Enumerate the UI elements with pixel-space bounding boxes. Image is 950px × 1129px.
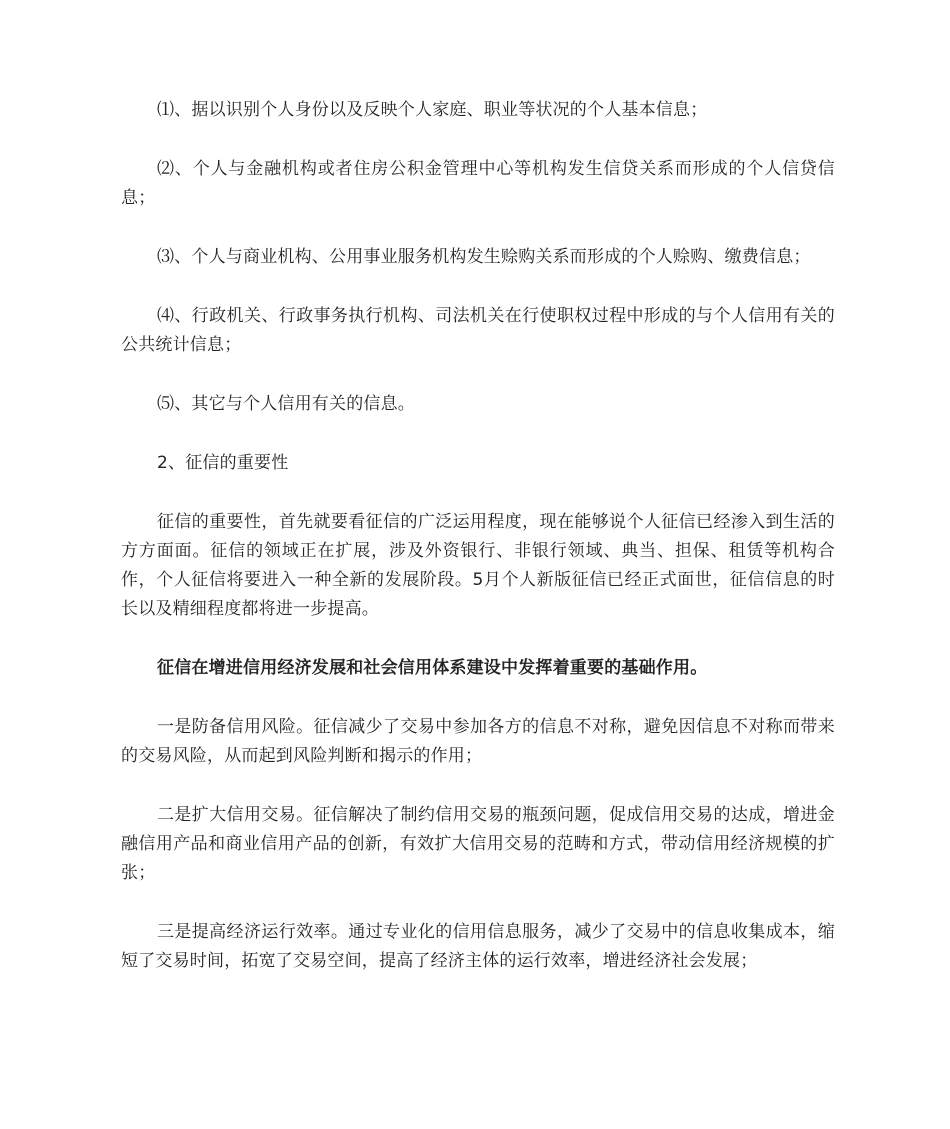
paragraph-key-role-statement: 征信在增进信用经济发展和社会信用体系建设中发挥着重要的基础作用。 — [157, 658, 708, 678]
paragraph-personal-payment-info: ⑶、个人与商业机构、公用事业服务机构发生赊购关系而形成的个人赊购、缴费信息； — [157, 247, 811, 267]
paragraph-point-expand-credit: 二是扩大信用交易。征信解决了制约信用交易的瓶颈问题，促成信用交易的达成，增进金融信用产品和商业信用产品的创新，有效扩大信用交易的范畴和方式，带动信用经济规模的扩张； — [121, 805, 835, 883]
section-heading-importance: 2、征信的重要性 — [157, 453, 289, 473]
paragraph-point-risk-prevention: 一是防备信用风险。征信减少了交易中参加各方的信息不对称，避免因信息不对称而带来的交易风险，从而起到风险判断和揭示的作用； — [121, 717, 835, 766]
paragraph-other-credit-info: ⑸、其它与个人信用有关的信息。 — [157, 394, 415, 414]
paragraph-importance-overview: 征信的重要性，首先就要看征信的广泛运用程度，现在能够说个人征信已经渗入到生活的方方面面。征信的领域正在扩展，涉及外资银行、非银行领域、典当、担保、租赁等机构合作，个人征信将要进入一种全新的发展阶段。5月个人新版征信已经正式面世，征信信息的时长以及精细程度都将进一步提高。 — [121, 512, 835, 619]
paragraph-point-efficiency: 三是提高经济运行效率。通过专业化的信用信息服务，减少了交易中的信息收集成本，缩短了交易时间，拓宽了交易空间，提高了经济主体的运行效率，增进经济社会发展； — [121, 922, 835, 971]
document-page — [121, 96, 835, 1006]
paragraph-public-statistics-info: ⑷、行政机关、行政事务执行机构、司法机关在行使职权过程中形成的与个人信用有关的公共统计信息； — [121, 306, 835, 355]
paragraph-personal-credit-info: ⑵、个人与金融机构或者住房公积金管理中心等机构发生信贷关系而形成的个人信贷信息； — [121, 159, 835, 208]
paragraph-personal-basic-info: ⑴、据以识别个人身份以及反映个人家庭、职业等状况的个人基本信息； — [157, 100, 708, 120]
